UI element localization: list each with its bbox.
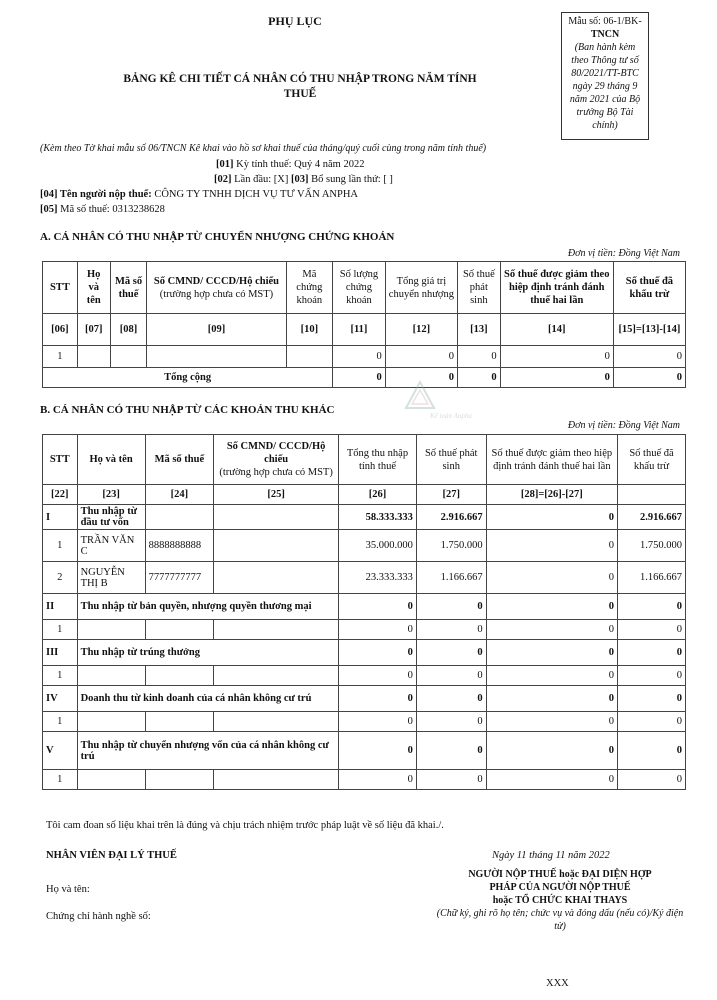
table-cell: 2.916.667 <box>416 505 486 530</box>
table-cell: 0 <box>486 686 617 712</box>
table-cell: Doanh thu từ kinh doanh của cá nhân không cư trú <box>77 686 339 712</box>
table-cell: 1.750.000 <box>416 530 486 562</box>
col-so-luong: Số lượng chứng khoán <box>333 262 386 314</box>
anpha-watermark-logo <box>400 380 472 420</box>
col-ma-ck: Mã chứng khoán <box>286 262 333 314</box>
table-cell <box>77 770 145 790</box>
taxpayer-mst: [05] Mã số thuế: 0313238628 <box>40 204 165 215</box>
agent-cert-label: Chứng chỉ hành nghề số: <box>46 911 151 922</box>
table-cell: 0 <box>339 770 417 790</box>
table-cell: 0 <box>618 666 686 686</box>
table-cell: 7777777777 <box>145 562 213 594</box>
table-cell: 0 <box>613 346 685 368</box>
section-b-code-row <box>43 485 686 505</box>
sign-date: Ngày 11 tháng 11 năm 2022 <box>492 850 610 861</box>
table-cell <box>214 712 339 732</box>
code-15: [15]=[13]-[14] <box>613 314 685 346</box>
table-cell: 23.333.333 <box>339 562 417 594</box>
table-cell: 0 <box>333 346 386 368</box>
form-note-line: theo Thông tư số <box>571 55 639 66</box>
total-label: Tổng cộng <box>43 368 333 388</box>
table-cell: 0 <box>416 770 486 790</box>
signer-line-1: NGƯỜI NỘP THUẾ hoặc ĐẠI DIỆN HỢP <box>468 869 652 880</box>
col-mst: Mã số thuế <box>145 435 213 485</box>
code-23: [23] <box>77 485 145 505</box>
table-cell: 0 <box>618 640 686 666</box>
form-note-line: trưởng Bộ Tài <box>576 107 634 118</box>
table-cell: 1 <box>43 346 78 368</box>
table-cell: 0 <box>339 620 417 640</box>
code-06: [06] <box>43 314 78 346</box>
table-cell: 1 <box>43 770 78 790</box>
table-cell: 0 <box>416 732 486 770</box>
table-cell: 1 <box>43 530 78 562</box>
col-thue-phat-sinh: Số thuế phát sinh <box>416 435 486 485</box>
table-cell: 0 <box>486 770 617 790</box>
title-line-1: BẢNG KÊ CHI TIẾT CÁ NHÂN CÓ THU NHẬP TRONG NĂM TÍNH <box>123 73 477 85</box>
code-28: [28]=[26]-[27] <box>486 485 617 505</box>
code-24: [24] <box>145 485 213 505</box>
table-cell: 0 <box>339 686 417 712</box>
table-cell <box>286 346 333 368</box>
taxpayer-name: [04] Tên người nộp thuế: CÔNG TY TNHH DỊCH VỤ TƯ VẤN ANPHA <box>40 189 359 200</box>
table-cell: 0 <box>339 594 417 620</box>
table-cell: III <box>43 640 78 666</box>
table-cell: 0 <box>486 562 617 594</box>
table-cell: 0 <box>339 732 417 770</box>
table-cell <box>145 770 213 790</box>
page-mark: XXX <box>546 978 569 989</box>
table-cell: 1.750.000 <box>618 530 686 562</box>
table-cell: 0 <box>486 666 617 686</box>
code-25: [25] <box>214 485 339 505</box>
form-note-line: năm 2021 của Bộ <box>569 94 641 105</box>
section-b-header-row <box>43 435 686 485</box>
code-12: [12] <box>385 314 457 346</box>
table-cell: 0 <box>416 594 486 620</box>
table-cell: V <box>43 732 78 770</box>
signer-note: (Chữ ký, ghi rõ họ tên; chức vụ và đóng dấu (nếu có)/Ký điện tử) <box>436 908 684 932</box>
table-cell: 0 <box>486 594 617 620</box>
table-cell: 2.916.667 <box>618 505 686 530</box>
table-cell <box>214 530 339 562</box>
table-cell: 0 <box>618 686 686 712</box>
table-cell <box>145 712 213 732</box>
code-11: [11] <box>333 314 386 346</box>
table-cell: 0 <box>618 594 686 620</box>
col-cmnd: Số CMND/ CCCD/Hộ chiếu (trường hợp chưa có MST) <box>147 262 286 314</box>
table-cell: 2 <box>43 562 78 594</box>
section-b-table <box>42 434 686 790</box>
form-note-line: chính) <box>592 120 618 131</box>
section-a-table <box>42 261 686 388</box>
col-thue-phat-sinh: Số thuế phát sinh <box>458 262 501 314</box>
table-cell: I <box>43 505 78 530</box>
table-cell: Thu nhập từ trúng thưởng <box>77 640 339 666</box>
table-row <box>43 712 686 732</box>
signer-block <box>430 868 690 933</box>
table-row <box>43 505 686 530</box>
table-cell <box>214 620 339 640</box>
table-row <box>43 732 686 770</box>
table-cell: 0 <box>385 368 457 388</box>
document-title <box>100 72 500 102</box>
phu-luc-heading: PHỤ LỤC <box>268 14 322 28</box>
table-row <box>43 594 686 620</box>
table-cell: 1.166.667 <box>416 562 486 594</box>
table-cell: 0 <box>618 712 686 732</box>
table-cell <box>77 620 145 640</box>
table-cell: 0 <box>486 505 617 530</box>
title-line-2: THUẾ <box>283 88 317 100</box>
form-note-line: (Ban hành kèm <box>574 42 636 53</box>
form-number-line2: TNCN <box>590 29 620 40</box>
table-cell: 0 <box>416 686 486 712</box>
table-cell: 0 <box>339 640 417 666</box>
signer-line-2: PHÁP CỦA NGƯỜI NỘP THUẾ <box>489 882 631 893</box>
table-cell: 0 <box>416 640 486 666</box>
col-thue-khau-tru: Số thuế đã khấu trừ <box>618 435 686 485</box>
section-a-unit: Đơn vị tiền: Đồng Việt Nam <box>567 248 680 259</box>
col-ho-ten: Họ và tên <box>77 435 145 485</box>
table-cell <box>145 666 213 686</box>
code-26: [26] <box>339 485 417 505</box>
table-cell: IV <box>43 686 78 712</box>
section-a-header-row <box>43 262 686 314</box>
form-number-line1: Mẫu số: 06-1/BK- <box>568 16 642 27</box>
code-10: [10] <box>286 314 333 346</box>
col-cmnd: Số CMND/ CCCD/Hộ chiếu (trường hợp chưa có MST) <box>214 435 339 485</box>
table-row <box>43 530 686 562</box>
table-cell: 0 <box>339 666 417 686</box>
code-07: [07] <box>77 314 110 346</box>
section-b-title: B. CÁ NHÂN CÓ THU NHẬP TỪ CÁC KHOẢN THU KHÁC <box>40 404 335 416</box>
table-cell: 0 <box>486 712 617 732</box>
table-cell <box>77 346 110 368</box>
table-cell: 0 <box>486 640 617 666</box>
table-cell: 0 <box>618 620 686 640</box>
table-row <box>43 686 686 712</box>
code-29 <box>618 485 686 505</box>
table-cell: 0 <box>416 620 486 640</box>
col-thue-khau-tru: Số thuế đã khấu trừ <box>613 262 685 314</box>
section-b-rows <box>43 505 686 790</box>
code-08: [08] <box>110 314 147 346</box>
section-a-total-row <box>43 368 686 388</box>
col-stt: STT <box>43 262 78 314</box>
signer-line-3: hoặc TỔ CHỨC KHAI THAYS <box>492 895 628 906</box>
col-tong-thu-nhap: Tổng thu nhập tính thuế <box>339 435 417 485</box>
table-cell: 0 <box>500 368 613 388</box>
table-cell: 0 <box>618 732 686 770</box>
code-27: [27] <box>416 485 486 505</box>
form-note-line: 80/2021/TT-BTC <box>571 68 639 79</box>
table-cell <box>145 505 213 530</box>
col-ho-ten: Họ và tên <box>77 262 110 314</box>
section-b-unit: Đơn vị tiền: Đồng Việt Nam <box>567 420 680 431</box>
svg-text:Kế toán Anpha: Kế toán Anpha <box>430 412 472 420</box>
table-cell: 1 <box>43 712 78 732</box>
table-cell <box>147 346 286 368</box>
code-22: [22] <box>43 485 78 505</box>
code-14: [14] <box>500 314 613 346</box>
table-row <box>43 640 686 666</box>
table-cell: 0 <box>416 666 486 686</box>
table-cell <box>77 712 145 732</box>
col-stt: STT <box>43 435 78 485</box>
table-cell: 0 <box>458 346 501 368</box>
table-cell: 0 <box>385 346 457 368</box>
table-cell: 0 <box>618 770 686 790</box>
table-row <box>43 666 686 686</box>
table-row <box>43 770 686 790</box>
table-row <box>43 562 686 594</box>
col-mst: Mã số thuế <box>110 262 147 314</box>
table-cell: 35.000.000 <box>339 530 417 562</box>
commitment-text: Tôi cam đoan số liệu khai trên là đúng và chịu trách nhiệm trước pháp luật về số liệu đã khai./. <box>46 820 444 831</box>
attach-note: (Kèm theo Tờ khai mẫu số 06/TNCN Kê khai vào hồ sơ khai thuế của tháng/quý cuối cùng trong năm tính thuế) <box>40 143 487 154</box>
table-cell: TRẦN VĂN C <box>77 530 145 562</box>
table-cell: 0 <box>333 368 386 388</box>
table-cell: NGUYỄN THỊ B <box>77 562 145 594</box>
table-cell: 0 <box>416 712 486 732</box>
table-cell <box>145 620 213 640</box>
table-cell: 0 <box>486 620 617 640</box>
table-cell: 0 <box>486 732 617 770</box>
table-cell <box>110 346 147 368</box>
table-cell: Thu nhập từ chuyển nhượng vốn của cá nhân không cư trú <box>77 732 339 770</box>
code-09: [09] <box>147 314 286 346</box>
table-cell: 0 <box>339 712 417 732</box>
section-a-row-1 <box>43 346 686 368</box>
table-row <box>43 620 686 640</box>
table-cell: 0 <box>500 346 613 368</box>
table-cell: 1 <box>43 666 78 686</box>
form-note-line: ngày 29 tháng 9 <box>572 81 638 92</box>
table-cell: 0 <box>458 368 501 388</box>
tax-period: [01] Kỳ tính thuế: Quý 4 năm 2022 <box>216 159 365 170</box>
table-cell <box>214 666 339 686</box>
table-cell: 8888888888 <box>145 530 213 562</box>
table-cell: 1.166.667 <box>618 562 686 594</box>
col-tong-gia-tri: Tổng giá trị chuyển nhượng <box>385 262 457 314</box>
section-a-code-row <box>43 314 686 346</box>
col-thue-giam: Số thuế được giảm theo hiệp định tránh đánh thuế hai lần <box>500 262 613 314</box>
table-cell <box>214 505 339 530</box>
table-cell: Thu nhập từ bản quyền, nhượng quyền thương mại <box>77 594 339 620</box>
table-cell: 58.333.333 <box>339 505 417 530</box>
agent-name-label: Họ và tên: <box>46 884 90 895</box>
table-cell <box>214 770 339 790</box>
form-issue-note <box>564 41 646 132</box>
table-cell <box>214 562 339 594</box>
table-cell: Thu nhập từ đầu tư vốn <box>77 505 145 530</box>
table-cell: II <box>43 594 78 620</box>
table-cell: 0 <box>613 368 685 388</box>
table-cell: 0 <box>486 530 617 562</box>
code-13: [13] <box>458 314 501 346</box>
section-a-title: A. CÁ NHÂN CÓ THU NHẬP TỪ CHUYỂN NHƯỢNG CHỨNG KHOÁN <box>40 231 395 243</box>
agent-title: NHÂN VIÊN ĐẠI LÝ THUẾ <box>46 850 177 861</box>
table-cell: 1 <box>43 620 78 640</box>
col-thue-giam: Số thuế được giảm theo hiệp định tránh đánh thuế hai lần <box>486 435 617 485</box>
table-cell <box>77 666 145 686</box>
declaration-type: [02] Lần đầu: [X] [03] Bổ sung lần thứ: [ ] <box>214 174 393 185</box>
form-number-box <box>561 12 649 140</box>
